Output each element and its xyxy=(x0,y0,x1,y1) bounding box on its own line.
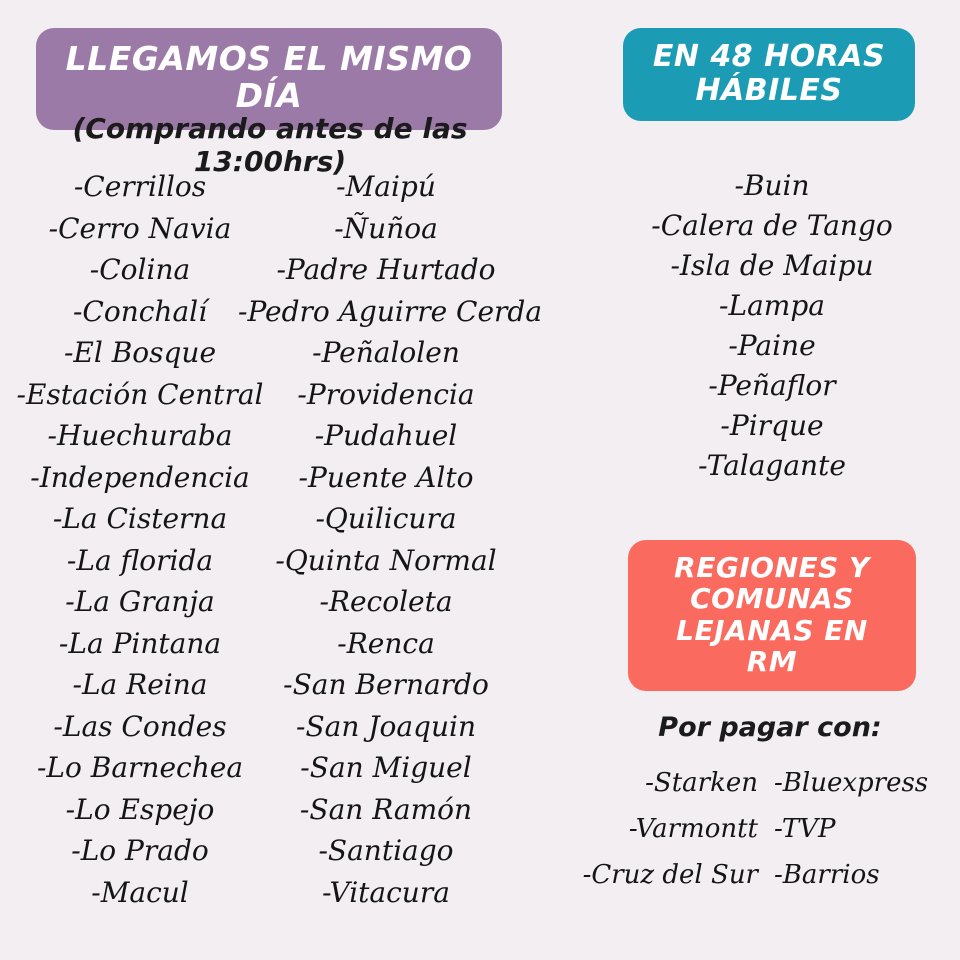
list-item: -Conchalí xyxy=(72,294,208,328)
list-item: -El Bosque xyxy=(63,336,217,369)
list-item: -Lo Barnechea xyxy=(36,751,244,784)
banner-regions: REGIONES Y COMUNAS LEJANAS EN RM xyxy=(628,540,916,691)
list-item: -Cerro Navia xyxy=(48,211,232,245)
list-item: -Starken xyxy=(645,768,758,798)
list-item: -Cruz del Sur xyxy=(582,860,758,890)
list-item: -Cerrillos xyxy=(73,170,207,203)
list-item: -La Cisterna xyxy=(52,502,228,535)
subtitle-pay-with: Por pagar con: xyxy=(658,712,882,743)
list-item: -Ñuñoa xyxy=(334,211,438,245)
list-item: -Vitacura xyxy=(322,875,450,909)
list-item: -Buin xyxy=(734,169,810,202)
list-item: -Calera de Tango xyxy=(651,209,893,242)
list-item: -Peñalolen xyxy=(312,336,460,369)
list-item: -Pirque xyxy=(720,409,824,442)
list-item: -Estación Central xyxy=(16,377,264,411)
list-item: -Recoleta xyxy=(319,585,453,618)
list-item: -Independencia xyxy=(30,460,250,494)
list-item: -Colina xyxy=(89,253,191,286)
list-item: -Bluexpress xyxy=(774,768,929,798)
same-day-list-column-1 xyxy=(10,166,270,913)
banner-same-day: LLEGAMOS EL MISMO DÍA xyxy=(36,28,502,130)
list-item: -Pudahuel xyxy=(314,419,458,452)
list-item: -Puente Alto xyxy=(298,460,474,494)
same-day-list-column-2 xyxy=(238,166,543,913)
list-item: -Lo Prado xyxy=(71,834,209,867)
list-item: -Maipú xyxy=(336,170,436,203)
list-item: -Quilicura xyxy=(315,502,457,535)
list-item: -Varmontt xyxy=(628,814,758,844)
carriers-grid xyxy=(580,760,952,898)
list-item: -Huechuraba xyxy=(47,419,233,452)
list-item: -Isla de Maipu xyxy=(670,249,874,282)
list-item: -Peñaflor xyxy=(708,369,836,402)
list-item: -TVP xyxy=(774,814,836,844)
list-item: -Lo Espejo xyxy=(65,792,215,826)
banner-48-hours: EN 48 HORAS HÁBILES xyxy=(623,28,915,121)
48-hours-list xyxy=(620,166,924,486)
subtitle-same-day: (Comprando antes de las 13:00hrs) xyxy=(72,112,468,178)
list-item: -Santiago xyxy=(318,834,454,867)
list-item: -Talagante xyxy=(698,449,846,482)
list-item: -Las Condes xyxy=(53,709,227,743)
list-item: -Renca xyxy=(337,626,435,660)
list-item: -La Reina xyxy=(72,668,208,701)
list-item: -Macul xyxy=(91,875,189,909)
list-item: -Paine xyxy=(728,329,816,362)
list-item: -Pedro Aguirre Cerda xyxy=(238,294,543,328)
list-item: -Padre Hurtado xyxy=(276,253,496,286)
list-item: -San Miguel xyxy=(300,751,472,784)
list-item: -Quinta Normal xyxy=(275,543,497,577)
list-item: -Barrios xyxy=(774,860,880,890)
list-item: -La Pintana xyxy=(58,626,222,660)
list-item: -San Joaquin xyxy=(296,709,476,743)
list-item: -Lampa xyxy=(719,289,825,322)
list-item: -San Bernardo xyxy=(283,668,489,701)
list-item: -Providencia xyxy=(297,377,475,411)
list-item: -La florida xyxy=(66,543,214,577)
list-item: -San Ramón xyxy=(299,792,473,826)
list-item: -La Granja xyxy=(65,585,215,618)
